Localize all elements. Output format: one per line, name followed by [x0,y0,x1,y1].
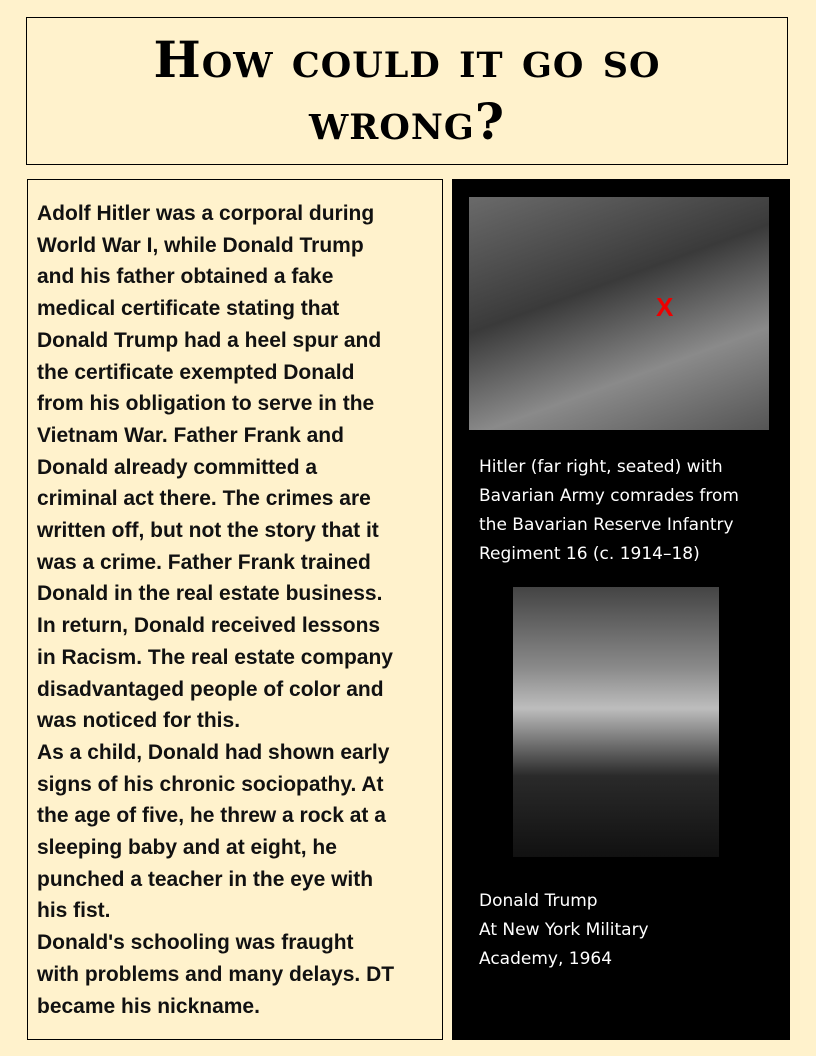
body-text-line: Vietnam War. Father Frank and [37,423,344,447]
caption-line: Academy, 1964 [479,949,613,969]
title-box [26,17,788,165]
body-text-line: criminal act there. The crimes are [37,487,371,511]
red-x-marker: X [656,292,674,322]
body-text-line: with problems and many delays. DT [37,962,395,986]
body-text-line: disadvantaged people of color and [37,677,384,701]
caption-line: the Bavarian Reserve Infantry [479,515,734,535]
body-text-line: the age of five, he threw a rock at a [37,804,386,828]
body-text-line: Donald Trump had a heel spur and [37,328,382,352]
caption-line: Hitler (far right, seated) with [479,457,723,477]
body-text-line: the certificate exempted Donald [37,360,355,384]
photo-panel [452,179,790,1040]
body-text-line: Donald already committed a [37,455,318,479]
body-text-line: was noticed for this. [37,709,241,733]
caption-line: Donald Trump [479,891,598,911]
caption-line: Bavarian Army comrades from [479,486,739,506]
body-text-line: Donald's schooling was fraught [37,931,354,955]
caption-line: Regiment 16 (c. 1914–18) [479,544,700,564]
body-text-line: Donald in the real estate business. [37,582,383,606]
body-text-line: World War I, while Donald Trump [37,233,364,257]
body-text-line: his fist. [37,899,111,923]
body-text-line: became his nickname. [37,994,260,1018]
body-text-line: As a child, Donald had shown early [37,740,390,764]
body-text-line: from his obligation to serve in the [37,392,375,416]
body-text-line: medical certificate stating that [37,297,340,321]
body-text-line: was a crime. Father Frank trained [37,550,371,574]
body-text-line: In return, Donald received lessons [37,614,381,638]
body-text-line: written off, but not the story that it [37,519,379,543]
body-text-box [27,179,443,1040]
body-text-line: sleeping baby and at eight, he [37,836,337,860]
body-text-line: signs of his chronic sociopathy. At [37,772,384,796]
trump-academy-photo [513,587,719,857]
body-text-line: and his father obtained a fake [37,265,334,289]
body-text-line: Adolf Hitler was a corporal during [37,202,375,225]
hitler-group-photo [469,197,769,430]
photo1-caption [479,453,739,569]
caption-line: At New York Military [479,920,649,940]
photo2-caption [479,887,649,974]
page-title: How could it go so wrong? [153,30,661,151]
body-text-line: punched a teacher in the eye with [37,867,374,891]
body-text-line: in Racism. The real estate company [37,645,393,669]
